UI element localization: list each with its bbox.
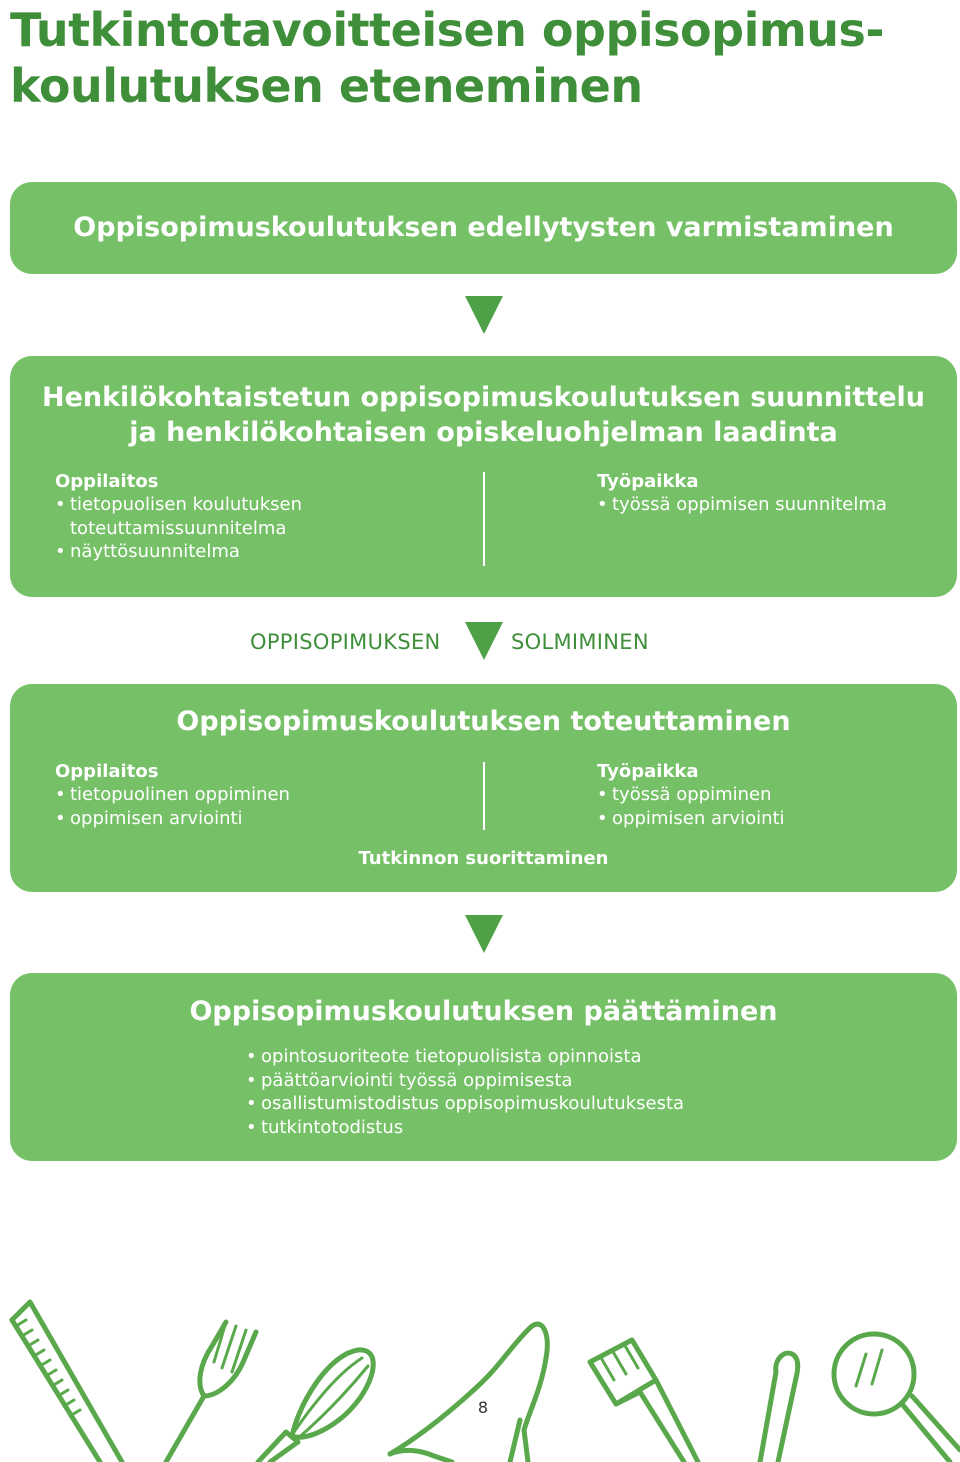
step-2-right-list [597, 493, 947, 517]
step-2-box [10, 356, 957, 597]
step-3-title: Oppisopimuskoulutuksen toteuttaminen [176, 706, 791, 737]
step-4-box [10, 973, 957, 1161]
list-item: • tietopuolisen koulutuksen toteuttamissuunnitelma [55, 493, 355, 540]
phase-label-left: OPPISOPIMUKSEN [250, 630, 441, 654]
phase-label-right: SOLMIMINEN [511, 630, 649, 654]
whisk-icon [258, 1350, 373, 1462]
step-2-column-divider [483, 472, 485, 566]
step-2-left-heading: Oppilaitos [55, 471, 159, 492]
list-item: • työssä oppimisen suunnitelma [597, 493, 947, 517]
step-2-title-line-2: ja henkilökohtaisen opiskeluohjelman laadinta [129, 417, 838, 448]
step-1-box [10, 182, 957, 274]
list-item: • opintosuoriteote tietopuolisista opinnoista [246, 1045, 806, 1069]
page-title [10, 2, 950, 114]
step-1-title: Oppisopimuskoulutuksen edellytysten varmistaminen [73, 212, 894, 243]
paint-brush-icon [590, 1340, 698, 1462]
list-item: • tietopuolinen oppiminen [55, 783, 375, 807]
comb-icon [12, 1302, 122, 1462]
step-4-list [246, 1045, 806, 1139]
list-item: • päättöarviointi työssä oppimisesta [246, 1069, 806, 1093]
step-2-right-heading: Työpaikka [597, 471, 699, 492]
spatula-icon [760, 1353, 798, 1462]
step-3-left-list [55, 783, 375, 830]
step-3-footer: Tutkinnon suorittaminen [358, 848, 609, 869]
step-2-left-list [55, 493, 355, 564]
list-item: • näyttösuunnitelma [55, 540, 355, 564]
step-3-right-heading: Työpaikka [597, 761, 699, 782]
arrow-down-icon [465, 622, 503, 660]
step-3-right-list [597, 783, 917, 830]
step-3-box [10, 684, 957, 892]
step-4-title: Oppisopimuskoulutuksen päättäminen [189, 996, 778, 1027]
step-2-title [10, 380, 957, 450]
page-title-line-1: Tutkintotavoitteisen oppisopimus- [10, 3, 884, 57]
arrow-down-icon [465, 296, 503, 334]
list-item: • oppimisen arviointi [597, 807, 917, 831]
step-3-left-heading: Oppilaitos [55, 761, 159, 782]
page-title-line-2: koulutuksen eteneminen [10, 59, 643, 113]
high-heel-shoe-icon [390, 1324, 547, 1462]
list-item: • työssä oppiminen [597, 783, 917, 807]
list-item: • oppimisen arviointi [55, 807, 375, 831]
tools-illustration [0, 1280, 960, 1462]
step-2-title-line-1: Henkilökohtaistetun oppisopimuskoulutuksen suunnittelu [41, 382, 926, 413]
arrow-down-icon [465, 915, 503, 953]
list-item: • tutkintotodistus [246, 1116, 806, 1140]
step-3-column-divider [483, 762, 485, 830]
list-item: • osallistumistodistus oppisopimuskoulutuksesta [246, 1092, 806, 1116]
magnifying-glass-icon [834, 1334, 960, 1462]
page-number: 8 [477, 1398, 489, 1417]
fork-icon [166, 1322, 256, 1462]
